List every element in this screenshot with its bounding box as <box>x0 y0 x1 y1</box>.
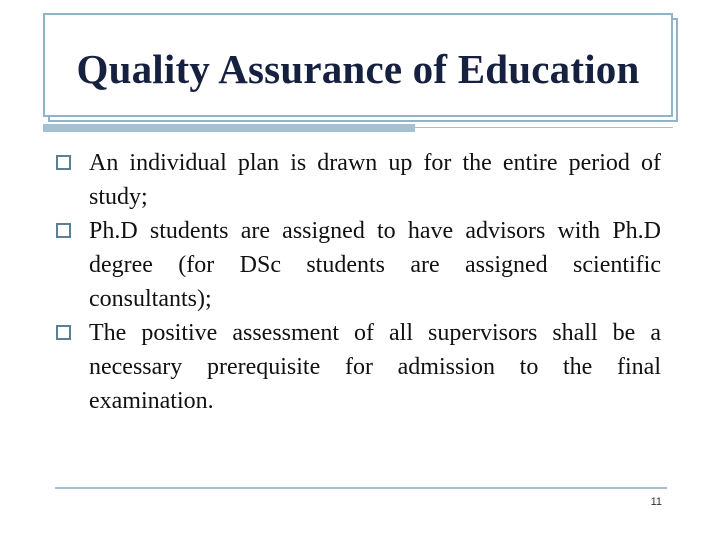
bullet-item <box>55 214 661 316</box>
bullet-item <box>55 316 661 418</box>
square-bullet-icon <box>56 155 71 170</box>
footer-divider <box>55 487 667 489</box>
bullet-list <box>55 146 661 418</box>
bullet-item <box>55 146 661 214</box>
title-box <box>43 13 673 117</box>
bullet-text: The positive assessment of all supervisors shall be a necessary prerequisite for admission to the final examination. <box>89 320 661 414</box>
page-number: 11 <box>650 496 662 508</box>
bullet-text: Ph.D students are assigned to have advisors with Ph.D degree (for DSc students are assigned scientific consultants); <box>89 218 661 312</box>
slide-title: Quality Assurance of Education <box>76 46 640 92</box>
title-accent-line <box>415 127 673 128</box>
bullet-text: An individual plan is drawn up for the entire period of study; <box>89 150 661 210</box>
square-bullet-icon <box>56 325 71 340</box>
square-bullet-icon <box>56 223 71 238</box>
title-accent-bar <box>43 124 415 132</box>
